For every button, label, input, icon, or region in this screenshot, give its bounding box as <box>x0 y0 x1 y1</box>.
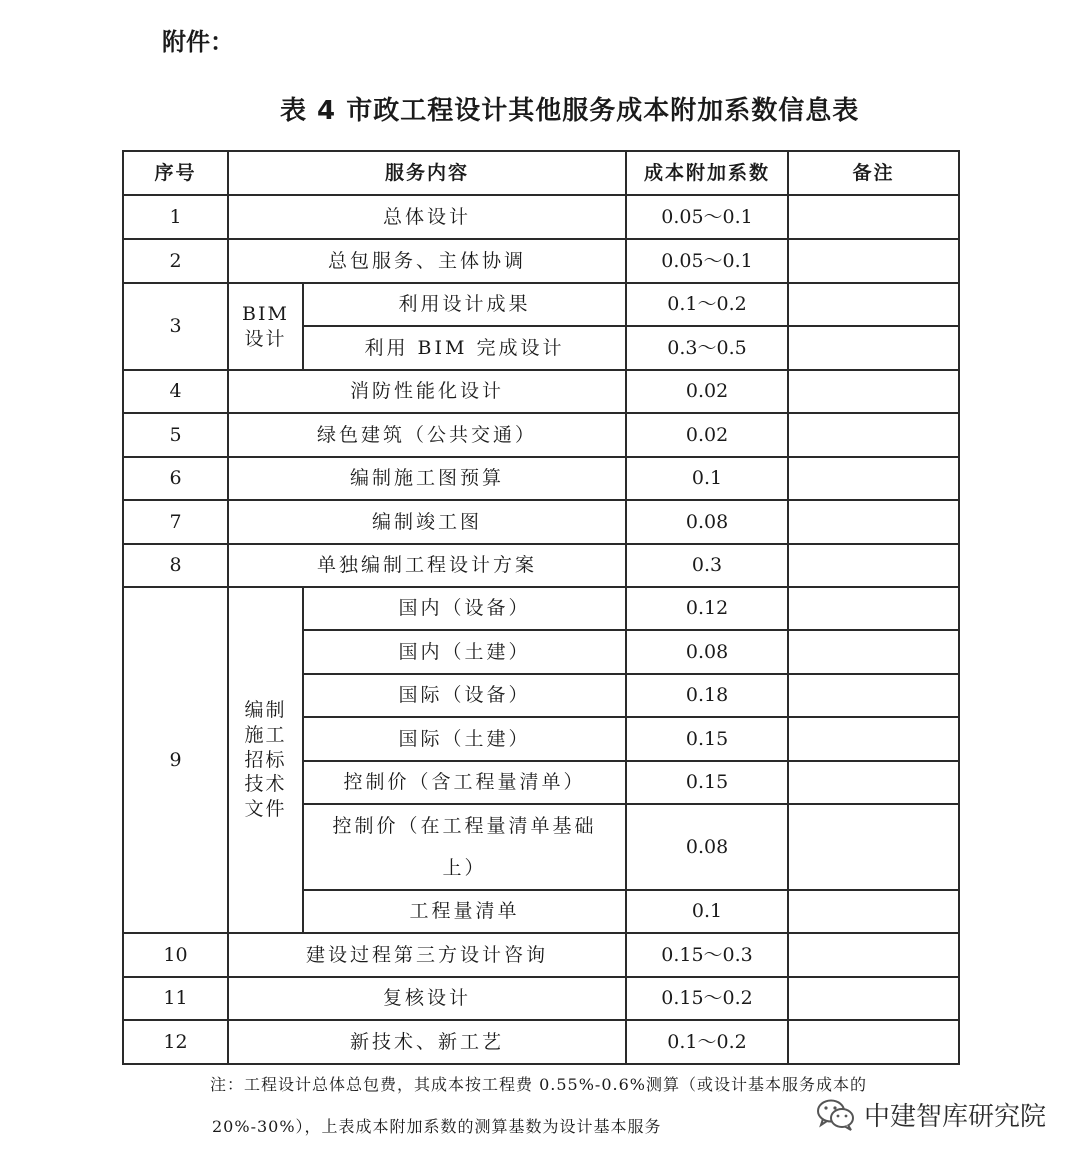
table-row <box>123 457 959 500</box>
content-cell: 编制施工图预算 <box>228 457 626 500</box>
group-cell-tender-docs <box>228 587 303 933</box>
seq-cell: 7 <box>123 500 228 544</box>
remark-cell <box>788 587 959 630</box>
group-label-line: 编制 <box>244 699 287 722</box>
header-coef: 成本附加系数 <box>626 151 788 195</box>
table-row <box>123 933 959 977</box>
coef-cell: 0.05～0.1 <box>626 239 788 283</box>
group-label-line: 施工 <box>244 723 287 746</box>
content-cell: 复核设计 <box>228 977 626 1020</box>
content-cell: 工程量清单 <box>303 890 626 933</box>
content-cell: 国内（设备） <box>303 587 626 630</box>
table-title: 表 4 市政工程设计其他服务成本附加系数信息表 <box>280 96 860 126</box>
group-label-line: 技术 <box>244 773 287 796</box>
remark-cell <box>788 630 959 674</box>
coef-cell: 0.08 <box>626 500 788 544</box>
remark-cell <box>788 457 959 500</box>
remark-cell <box>788 674 959 717</box>
table-row <box>123 500 959 544</box>
content-cell: 总体设计 <box>228 195 626 239</box>
header-row <box>123 151 959 195</box>
group-label-line: 招标 <box>244 748 287 771</box>
remark-cell <box>788 500 959 544</box>
remark-cell <box>788 761 959 804</box>
content-cell: 绿色建筑（公共交通） <box>228 413 626 457</box>
remark-cell <box>788 326 959 370</box>
seq-cell: 6 <box>123 457 228 500</box>
coefficient-table <box>122 150 960 1065</box>
wechat-icon <box>816 1098 856 1132</box>
remark-cell <box>788 283 959 326</box>
remark-cell <box>788 195 959 239</box>
coef-cell: 0.15 <box>626 761 788 804</box>
remark-cell <box>788 933 959 977</box>
content-cell: 单独编制工程设计方案 <box>228 544 626 587</box>
coef-cell: 0.1～0.2 <box>626 283 788 326</box>
coef-cell: 0.08 <box>626 804 788 890</box>
coef-cell: 0.05～0.1 <box>626 195 788 239</box>
table-row <box>123 977 959 1020</box>
table-row <box>123 413 959 457</box>
content-cell: 控制价（含工程量清单） <box>303 761 626 804</box>
coef-cell: 0.18 <box>626 674 788 717</box>
seq-cell: 8 <box>123 544 228 587</box>
content-cell: 利用设计成果 <box>303 283 626 326</box>
remark-cell <box>788 804 959 890</box>
group-label-line: 设计 <box>244 327 287 350</box>
seq-cell: 5 <box>123 413 228 457</box>
coef-cell: 0.1 <box>626 890 788 933</box>
seq-cell: 2 <box>123 239 228 283</box>
group-label-line: BIM <box>242 302 289 325</box>
coef-cell: 0.15～0.3 <box>626 933 788 977</box>
content-cell <box>303 804 626 890</box>
remark-cell <box>788 544 959 587</box>
coef-cell: 0.08 <box>626 630 788 674</box>
footnote-line-1: 注：工程设计总体总包费，其成本按工程费 0.55%-0.6%测算（或设计基本服务成本的 <box>210 1075 867 1094</box>
table-row <box>123 1020 959 1064</box>
content-cell: 利用 BIM 完成设计 <box>303 326 626 370</box>
coef-cell: 0.02 <box>626 370 788 413</box>
footnote-line-2: 20%-30%），上表成本附加系数的测算基数为设计基本服务 <box>212 1117 662 1136</box>
table-row <box>123 587 959 630</box>
remark-cell <box>788 1020 959 1064</box>
attachment-label: 附件： <box>162 28 234 56</box>
coef-cell: 0.15 <box>626 717 788 761</box>
seq-cell: 10 <box>123 933 228 977</box>
coef-cell: 0.3～0.5 <box>626 326 788 370</box>
coef-cell: 0.15～0.2 <box>626 977 788 1020</box>
table-row <box>123 239 959 283</box>
table-row <box>123 283 959 326</box>
content-cell: 国内（土建） <box>303 630 626 674</box>
header-remark: 备注 <box>788 151 959 195</box>
content-cell: 国际（设备） <box>303 674 626 717</box>
content-cell: 国际（土建） <box>303 717 626 761</box>
seq-cell: 3 <box>123 283 228 370</box>
group-label-line: 文件 <box>244 798 287 821</box>
remark-cell <box>788 890 959 933</box>
header-seq: 序号 <box>123 151 228 195</box>
content-line: 上） <box>442 857 487 879</box>
remark-cell <box>788 370 959 413</box>
coef-cell: 0.1 <box>626 457 788 500</box>
coef-cell: 0.12 <box>626 587 788 630</box>
watermark <box>816 1096 1046 1133</box>
content-cell: 消防性能化设计 <box>228 370 626 413</box>
seq-cell: 1 <box>123 195 228 239</box>
header-content: 服务内容 <box>228 151 626 195</box>
table-row <box>123 195 959 239</box>
watermark-text: 中建智库研究院 <box>863 1102 1046 1132</box>
coef-cell: 0.1～0.2 <box>626 1020 788 1064</box>
table-row <box>123 544 959 587</box>
coef-cell: 0.3 <box>626 544 788 587</box>
remark-cell <box>788 717 959 761</box>
seq-cell: 11 <box>123 977 228 1020</box>
table-row <box>123 370 959 413</box>
seq-cell: 9 <box>123 587 228 933</box>
remark-cell <box>788 977 959 1020</box>
seq-cell: 12 <box>123 1020 228 1064</box>
content-cell: 总包服务、主体协调 <box>228 239 626 283</box>
content-cell: 新技术、新工艺 <box>228 1020 626 1064</box>
remark-cell <box>788 413 959 457</box>
seq-cell: 4 <box>123 370 228 413</box>
content-cell: 编制竣工图 <box>228 500 626 544</box>
content-cell: 建设过程第三方设计咨询 <box>228 933 626 977</box>
remark-cell <box>788 239 959 283</box>
group-cell-bim <box>228 283 303 370</box>
coef-cell: 0.02 <box>626 413 788 457</box>
content-line: 控制价（在工程量清单基础 <box>332 815 597 837</box>
